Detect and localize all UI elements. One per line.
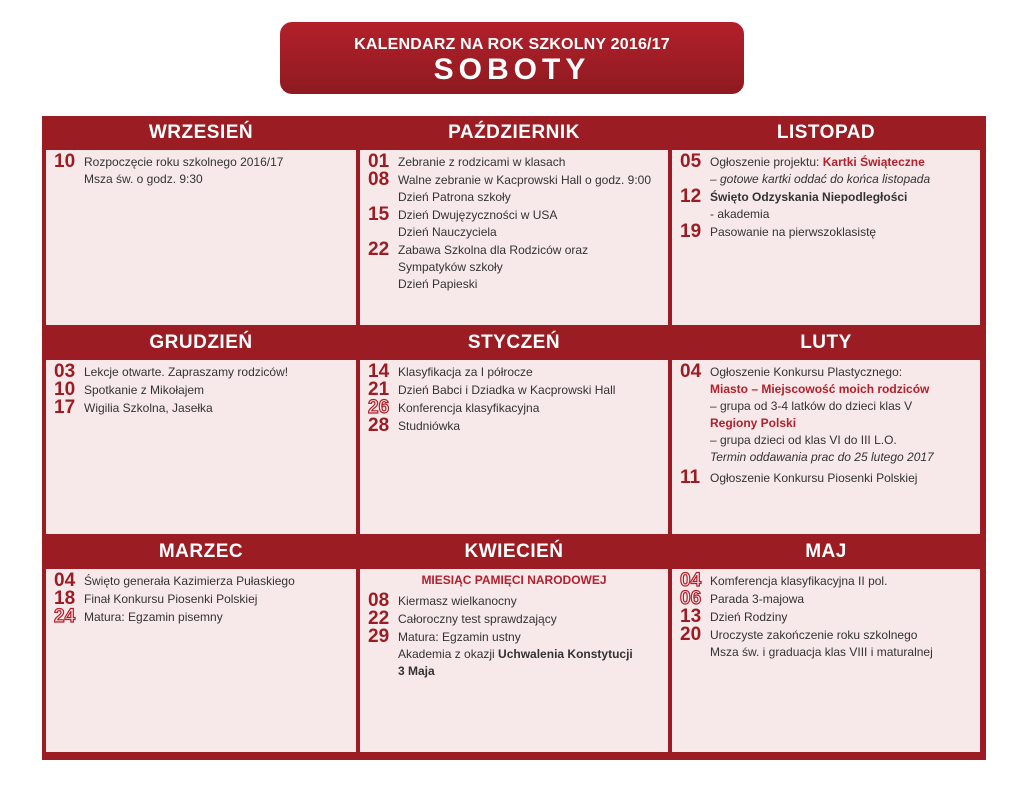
event-text: – grupa od 3-4 latków do dzieci klas V <box>710 399 913 413</box>
event-text: Sympatyków szkoły <box>398 260 503 274</box>
month-cell-january <box>360 360 668 534</box>
event-text: Rozpoczęcie roku szkolnego 2016/17 <box>84 155 284 169</box>
event-text: Ogłoszenie Konkursu Plastycznego: <box>710 365 903 379</box>
event-highlight: Uchwalenia Konstytucji <box>498 647 633 661</box>
event-item <box>680 186 976 223</box>
event-item <box>368 590 664 611</box>
event-day: 10 <box>54 151 76 172</box>
event-day: 04 <box>54 570 76 591</box>
event-text: Święto Odzyskania Niepodległości <box>710 190 908 204</box>
event-text: Komferencja klasyfikacyjna II pol. <box>710 574 888 588</box>
event-text: Wigilia Szkolna, Jasełka <box>84 401 213 415</box>
month-cell-april <box>360 569 668 752</box>
month-header-february: LUTY <box>800 332 852 353</box>
event-highlight: Miasto – Miejscowość moich rodziców <box>710 382 930 396</box>
month-header-march: MARZEC <box>158 541 244 562</box>
event-text: Uroczyste zakończenie roku szkolnego <box>710 628 918 642</box>
event-item <box>680 588 976 609</box>
month-cell-march <box>46 569 356 752</box>
event-day: 10 <box>54 379 76 400</box>
event-item <box>368 379 664 400</box>
event-day: 17 <box>54 397 76 418</box>
event-day: 06 <box>680 588 702 609</box>
month-cell-february <box>672 360 980 534</box>
event-item <box>680 624 976 661</box>
event-day: 14 <box>368 361 390 382</box>
event-item <box>368 169 664 206</box>
event-text: Święto generała Kazimierza Pułaskiego <box>84 574 295 588</box>
event-text: Konferencja klasyfikacyjna <box>398 401 540 415</box>
event-text: Msza św. o godz. 9:30 <box>84 172 203 186</box>
month-header-april: KWIECIEŃ <box>464 541 564 562</box>
event-day: 18 <box>54 588 76 609</box>
event-day: 13 <box>680 606 702 627</box>
event-text: Dzień Nauczyciela <box>398 225 497 239</box>
event-day: 12 <box>680 186 702 207</box>
event-item <box>54 588 352 609</box>
month-cell-september <box>46 150 356 325</box>
month-header-september: WRZESIEŃ <box>148 122 254 143</box>
event-item <box>54 379 352 400</box>
month-header-january: STYCZEŃ <box>467 332 561 353</box>
event-day: 29 <box>368 626 390 647</box>
event-item <box>368 415 664 436</box>
calendar-title-banner <box>280 22 744 94</box>
event-text: Dzień Dwujęzyczności w USA <box>398 208 558 222</box>
calendar-title: KALENDARZ NA ROK SZKOLNY 2016/17 <box>354 36 670 53</box>
event-item <box>54 606 352 627</box>
event-item <box>54 397 352 418</box>
month-subtitle: MIESIĄC PAMIĘCI NARODOWEJ <box>421 573 607 587</box>
event-day: 22 <box>368 239 390 260</box>
month-cell-october <box>360 150 668 325</box>
event-item <box>680 361 976 466</box>
event-day: 08 <box>368 169 390 190</box>
event-item <box>680 606 976 627</box>
event-text: Zebranie z rodzicami w klasach <box>398 155 566 169</box>
month-header-november: LISTOPAD <box>776 122 876 143</box>
event-highlight: 3 Maja <box>398 664 435 678</box>
event-item <box>680 570 976 591</box>
event-item <box>368 151 664 172</box>
month-header-october: PAŹDZIERNIK <box>448 122 580 143</box>
event-text: Lekcje otwarte. Zapraszamy rodziców! <box>84 365 289 379</box>
event-day: 26 <box>368 397 390 418</box>
calendar-subtitle: SOBOTY <box>433 53 591 86</box>
event-text: – grupa dzieci od klas VI do III L.O. <box>710 433 897 447</box>
event-text: Studniówka <box>398 419 461 433</box>
event-day: 03 <box>54 361 76 382</box>
event-item <box>680 467 976 488</box>
event-text: - akademia <box>710 207 770 221</box>
event-day: 20 <box>680 624 702 645</box>
event-note: – gotowe kartki oddać do końca listopada <box>710 172 931 186</box>
event-text: Msza św. i graduacja klas VIII i maturalnej <box>710 645 933 659</box>
calendar-grid <box>42 116 986 760</box>
event-item <box>54 361 352 382</box>
event-day: 08 <box>368 590 390 611</box>
event-text: Zabawa Szkolna dla Rodziców oraz <box>398 243 589 257</box>
event-day: 28 <box>368 415 390 436</box>
event-text: Finał Konkursu Piosenki Polskiej <box>84 592 258 606</box>
event-item <box>54 570 352 591</box>
event-text: Spotkanie z Mikołajem <box>84 383 205 397</box>
event-item <box>368 626 664 680</box>
month-cell-november <box>672 150 980 325</box>
event-text: Matura: Egzamin pisemny <box>84 610 223 624</box>
month-header-december: GRUDZIEŃ <box>149 332 253 353</box>
event-item <box>368 397 664 418</box>
event-highlight: Kartki Świąteczne <box>822 155 925 169</box>
event-day: 15 <box>368 204 390 225</box>
event-text: Kiermasz wielkanocny <box>398 594 517 608</box>
event-text: Pasowanie na pierwszoklasistę <box>710 225 877 239</box>
event-day: 04 <box>680 570 702 591</box>
event-text: Klasyfikacja za I półrocze <box>398 365 533 379</box>
event-day: 21 <box>368 379 390 400</box>
event-item <box>680 221 976 242</box>
event-text: Walne zebranie w Kacprowski Hall o godz. 9:00 <box>398 173 652 187</box>
event-day: 04 <box>680 361 702 382</box>
event-day: 22 <box>368 608 390 629</box>
event-note: Termin oddawania prac do 25 lutego 2017 <box>710 450 934 464</box>
month-cell-may <box>672 569 980 752</box>
event-text: Ogłoszenie projektu: <box>710 155 823 169</box>
event-day: 11 <box>680 467 701 488</box>
event-day: 01 <box>368 151 390 172</box>
event-item <box>680 151 976 188</box>
event-day: 24 <box>54 606 76 627</box>
event-text: Parada 3-majowa <box>710 592 805 606</box>
event-text: Ogłoszenie Konkursu Piosenki Polskiej <box>710 471 918 485</box>
event-text: Całoroczny test sprawdzający <box>398 612 557 626</box>
event-text: Dzień Papieski <box>398 277 478 291</box>
month-cell-december <box>46 360 356 534</box>
event-item <box>368 239 664 293</box>
event-text: Dzień Babci i Dziadka w Kacprowski Hall <box>398 383 616 397</box>
event-text: Dzień Patrona szkoły <box>398 190 511 204</box>
month-header-may: MAJ <box>805 541 847 562</box>
event-highlight: Regiony Polski <box>710 416 797 430</box>
event-item <box>368 608 664 629</box>
event-text: Akademia z okazji <box>398 647 499 661</box>
event-text: Matura: Egzamin ustny <box>398 630 521 644</box>
event-day: 05 <box>680 151 702 172</box>
event-item <box>54 151 352 188</box>
event-item <box>368 204 664 241</box>
event-item <box>368 361 664 382</box>
event-day: 19 <box>680 221 702 242</box>
event-text: Dzień Rodziny <box>710 610 788 624</box>
